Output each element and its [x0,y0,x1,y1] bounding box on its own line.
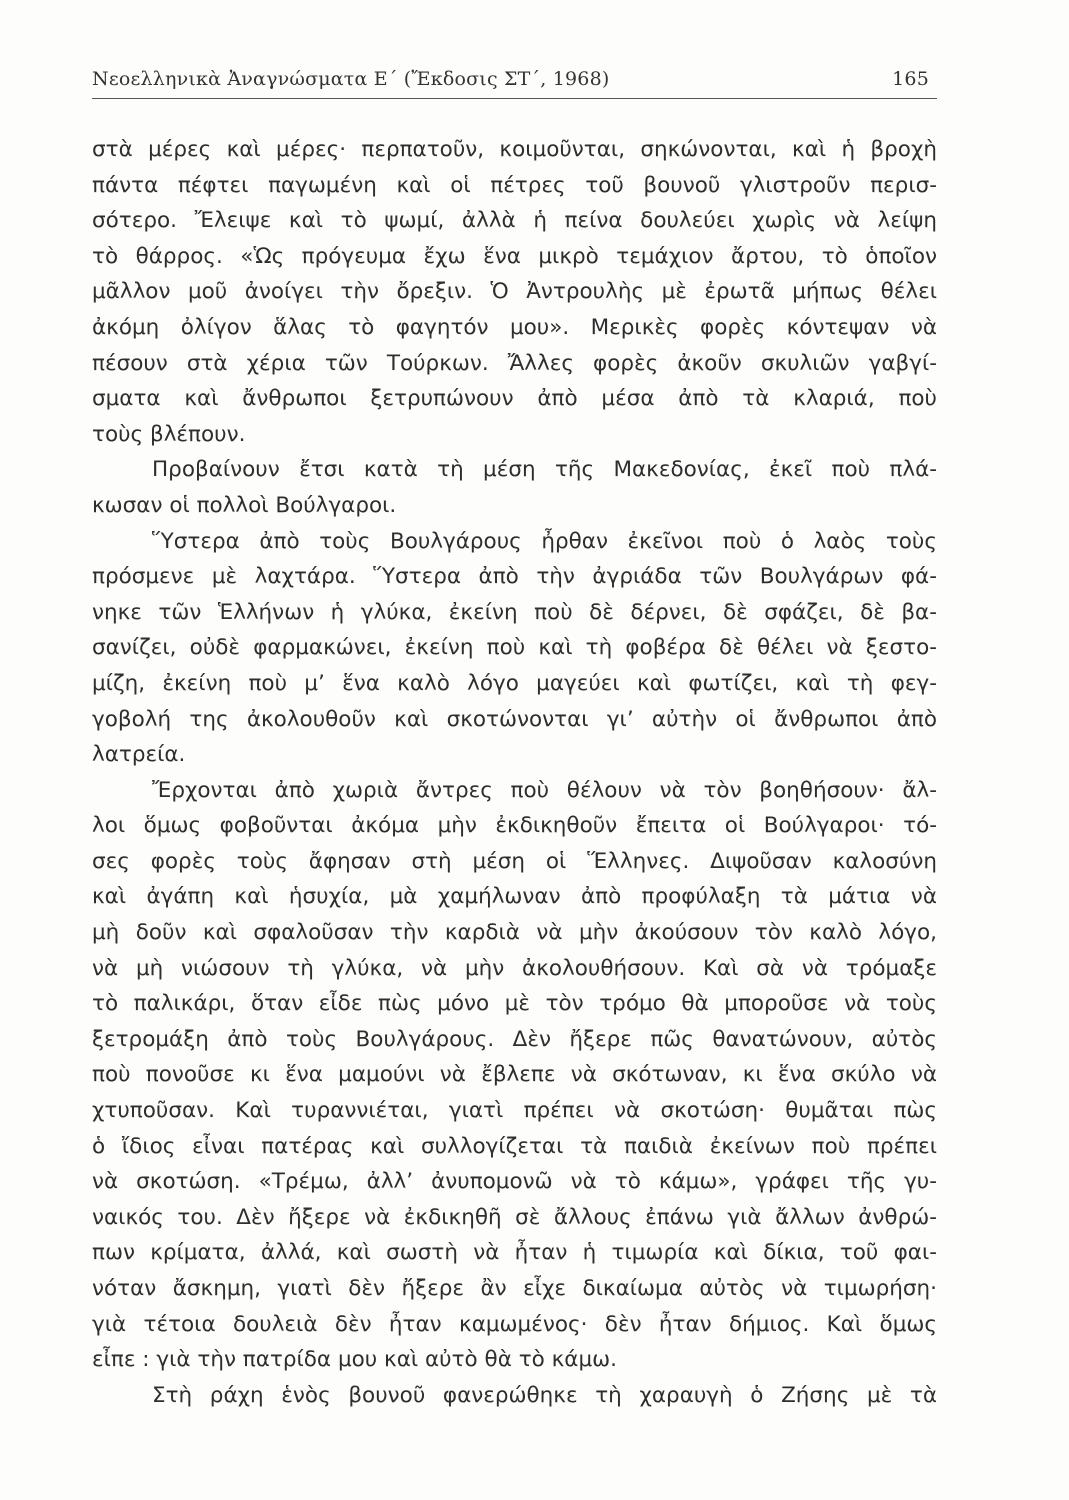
text-line: καὶ ἀγάπη καὶ ἡσυχία, μὰ χαμήλωναν ἀπὸ προφύλαξη τὰ μάτια νὰ [92,884,937,910]
text-line: πων κρίματα, ἀλλά, καὶ σωστὴ νὰ ἦταν ἡ τιμωρία καὶ δίκια, τοῦ φαι- [92,1240,937,1266]
text-line: Ὕστερα ἀπὸ τοὺς Βουλγάρους ἦρθαν ἐκεῖνοι ποὺ ὁ λαὸς τοὺς [152,528,937,554]
text-line: λοι ὅμως φοβοῦνται ἀκόμα μὴν ἐκδικηθοῦν ἔπειτα οἱ Βούλγαροι· τό- [92,813,937,839]
text-line: ναικός του. Δὲν ἤξερε νὰ ἐκδικηθῆ σὲ ἄλλους ἐπάνω γιὰ ἄλλων ἀνθρώ- [92,1204,937,1230]
text-line: εἶπε : γιὰ τὴν πατρίδα μου καὶ αὐτὸ θὰ τὸ κάμω. [92,1347,617,1373]
text-line: τὸ θάρρος. «Ὡς πρόγευμα ἔχω ἕνα μικρὸ τεμάχιον ἄρτου, τὸ ὁποῖον [92,243,937,269]
text-line: νηκε τῶν Ἑλλήνων ἡ γλύκα, ἐκείνη ποὺ δὲ δέρνει, δὲ σφάζει, δὲ βα- [92,599,937,625]
text-line: ἀκόμη ὀλίγον ἅλας τὸ φαγητόν μου». Μερικὲς φορὲς κόντεψαν νὰ [92,314,937,340]
text-line: Ἔρχονται ἀπὸ χωριὰ ἄντρες ποὺ θέλουν νὰ τὸν βοηθήσουν· ἄλ- [152,777,937,803]
text-line: σανίζει, οὐδὲ φαρμακώνει, ἐκείνη ποὺ καὶ τὴ φοβέρα δὲ θέλει νὰ ξεστο- [92,635,937,661]
text-line: πάντα πέφτει παγωμένη καὶ οἱ πέτρες τοῦ βουνοῦ γλιστροῦν περισ- [92,172,937,198]
text-line: τοὺς βλέπουν. [92,421,246,447]
page-number: 165 [892,68,929,90]
text-line: νὰ μὴ νιώσουν τὴ γλύκα, νὰ μὴν ἀκολουθήσουν. Καὶ σὰ νὰ τρόμαξε [92,955,937,981]
text-line: σματα καὶ ἄνθρωποι ξετρυπώνουν ἀπὸ μέσα ἀπὸ τὰ κλαριά, ποὺ [92,386,937,412]
text-line: ποὺ πονοῦσε κι ἕνα μαμούνι νὰ ἔβλεπε νὰ σκότωναν, κι ἕνα σκύλο νὰ [92,1062,937,1088]
running-head [92,68,935,100]
text-line: τὸ παλικάρι, ὅταν εἶδε πὼς μόνο μὲ τὸν τρόμο θὰ μποροῦσε νὰ τοὺς [92,991,937,1017]
text-line: στὰ μέρες καὶ μέρες· περπατοῦν, κοιμοῦνται, σηκώνονται, καὶ ἡ βροχὴ [92,137,937,162]
text-line: μίζη, ἐκείνη ποὺ μ’ ἕνα καλὸ λόγο μαγεύει καὶ φωτίζει, καὶ τὴ φεγ- [92,670,937,696]
text-line: νόταν ἄσκημη, γιατὶ δὲν ἤξερε ἂν εἶχε δικαίωμα αὐτὸς νὰ τιμωρήση· [92,1276,937,1301]
text-line: πρόσμενε μὲ λαχτάρα. Ὕστερα ἀπὸ τὴν ἀγριάδα τῶν Βουλγάρων φά- [92,564,937,590]
text-line: ξετρομάξη ἀπὸ τοὺς Βουλγάρους. Δὲν ἤξερε πῶς θανατώνουν, αὐτὸς [92,1026,937,1052]
text-line: Στὴ ράχη ἑνὸς βουνοῦ φανερώθηκε τὴ χαραυγὴ ὁ Ζήσης μὲ τὰ [152,1382,937,1408]
text-line: γοβολή της ἀκολουθοῦν καὶ σκοτώνονται γι’ αὐτὴν οἱ ἄνθρωποι ἀπὸ [92,706,937,732]
text-line: μὴ δοῦν καὶ σφαλοῦσαν τὴν καρδιὰ νὰ μὴν ἀκούσουν τὸν καλὸ λόγο, [92,920,937,946]
text-line: λατρεία. [92,742,186,768]
text-line: πέσουν στὰ χέρια τῶν Τούρκων. Ἄλλες φορὲς ἀκοῦν σκυλιῶν γαβγί- [92,350,937,376]
text-line: κωσαν οἱ πολλοὶ Βούλγαροι. [92,492,397,518]
book-title: Νεοελληνικὰ Ἀναγνώσματα Ε΄ (Ἔκδοσις ΣΤ΄, 1968) [92,68,610,90]
body-text [92,132,937,1413]
text-line: σες φορὲς τοὺς ἄφησαν στὴ μέση οἱ Ἕλληνες. Διψοῦσαν καλοσύνη [92,848,937,874]
text-line: μᾶλλον μοῦ ἀνοίγει τὴν ὄρεξιν. Ὁ Ἀντρουλὴς μὲ ἐρωτᾶ μήπως θέλει [92,279,937,305]
text-line: ὁ ἴδιος εἶναι πατέρας καὶ συλλογίζεται τὰ παιδιὰ ἐκείνων ποὺ πρέπει [92,1133,937,1159]
text-line: Προβαίνουν ἔτσι κατὰ τὴ μέση τῆς Μακεδονίας, ἐκεῖ ποὺ πλά- [152,457,937,483]
header-rule [92,98,937,99]
text-line: χτυποῦσαν. Καὶ τυραννιέται, γιατὶ πρέπει νὰ σκοτώση· θυμᾶται πὼς [92,1098,937,1124]
text-line: νὰ σκοτώση. «Τρέμω, ἀλλ’ ἀνυπομονῶ νὰ τὸ κάμω», γράφει τῆς γυ- [92,1169,937,1195]
text-line: γιὰ τέτοια δουλειὰ δὲν ἦταν καμωμένος· δὲν ἦταν δήμιος. Καὶ ὅμως [92,1311,937,1337]
text-line: σότερο. Ἔλειψε καὶ τὸ ψωμί, ἀλλὰ ἡ πείνα δουλεύει χωρὶς νὰ λείψη [92,208,937,234]
